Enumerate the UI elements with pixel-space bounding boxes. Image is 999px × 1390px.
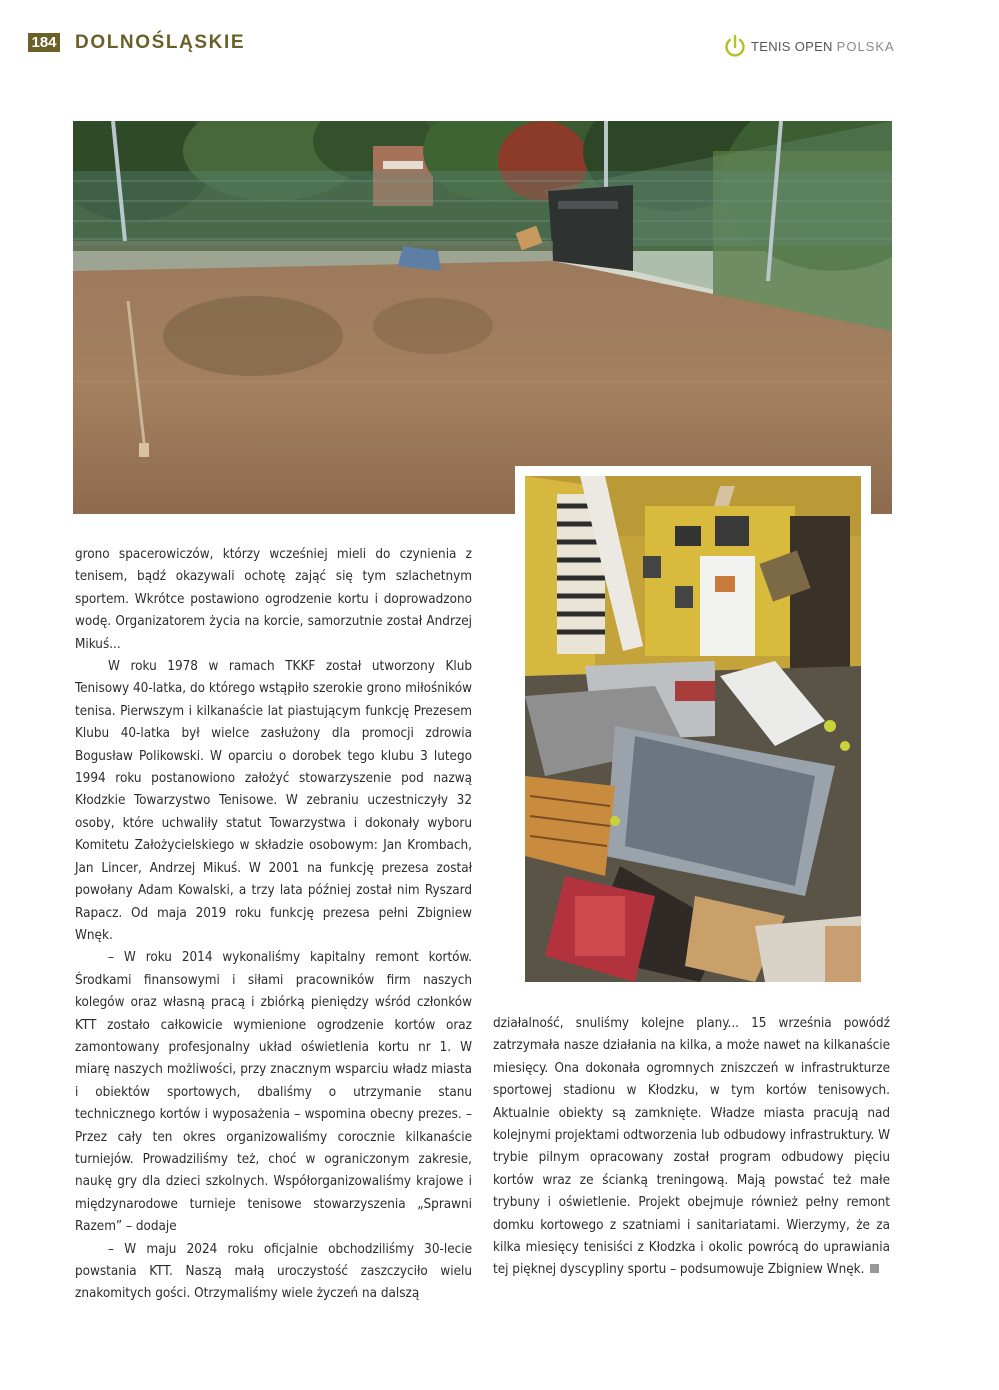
brand-name: TENIS OPEN xyxy=(751,38,833,54)
flooded-court-photo xyxy=(73,121,892,514)
article-column-right xyxy=(493,1013,890,1282)
paragraph: grono spacerowiczów, którzy wcześniej mieli do czynienia z tenisem, bądź okazywali ochotę zająć się tym szlachetnym sportem. Wkrótce postawiono ogrodzenie kortu i doprowadzono wodę. Organizatorem życia na korcie, samorzutnie został Andrzej Mikuś... xyxy=(75,547,472,652)
page-number: 184 xyxy=(28,33,60,52)
paragraph-last xyxy=(493,1013,890,1282)
power-leaf-icon xyxy=(724,34,746,58)
section-title: DOLNOŚLĄSKIE xyxy=(75,32,246,53)
paragraph: W roku 1978 w ramach TKKF został utworzony Klub Tenisowy 40-latka, do którego wstąpiło szerokie grono miłośników tenisa. Pierwszym i kilkanaście lat piastującym funkcję Prezesem Klubu 40-latka był wielce zasłużony dla promocji zdrowia Bogusław Polikowski. W oparciu o dorobek tego klubu 3 lutego 1994 roku postanowiono założyć stowarzyszenie pod nazwą Kłodzkie Towarzystwo Tenisowe. W zebraniu uczestniczyły 32 osoby, które uchwaliły statut Towarzystwa i dokonały wyboru Komitetu Założycielskiego w składzie osobowym: Jan Krombach, Jan Lincer, Andrzej Mikuś. W 2001 na funkcję prezesa został powołany Adam Kowalski, a trzy lata później został nim Ryszard Rapacz. Od maja 2019 roku funkcję prezesa pełni Zbigniew Wnęk. xyxy=(75,659,472,943)
paragraph-text: działalność, snuliśmy kolejne plany... 15 września powódź zatrzymała nasze działania na kilka, a może nawet na kilkanaście miesięcy. Ona dokonała ogromnych zniszczeń w infrastrukturze sportowej stadionu w Kłodzku, w tym kortów tenisowych. Aktualnie obiekty są zamknięte. Władze miasta pracują nad kolejnymi projektami odtworzenia lub odbudowy infrastruktury. W trybie pilnym opracowany został program odbudowy pięciu kortów wraz ze ścianką treningową. Mają powstać też małe trybuny i oświetlenie. Projekt obejmuje również pełny remont domku kortowego z szatniami i sanitariatami. Wierzymy, że za kilka miesięcy tenisiści z Kłodzka i okolic powrócą do uprawiania tej pięknej dyscypliny sportu – podsumowuje Zbigniew Wnęk. xyxy=(493,1016,890,1278)
brand-logo xyxy=(724,34,895,58)
brand-country: POLSKA xyxy=(836,38,895,54)
damaged-clubhouse-photo xyxy=(525,476,861,982)
paragraph: – W roku 2014 wykonaliśmy kapitalny remont kortów. Środkami finansowymi i siłami pracowników firm naszych kolegów oraz własną pracą i zbiórką pieniędzy wśród członków KTT zostało całkowicie wymienione ogrodzenie kortów oraz zamontowany profesjonalny układ oświetlenia kortu nr 1. W miarę naszych możliwości, przy znacznym wsparciu władz miasta i obiektów sportowych, dbaliśmy o utrzymanie stanu technicznego kortów i wyposażenia – wspomina obecny prezes. – Przez cały ten okres organizowaliśmy corocznie kilkanaście turniejów. Prowadziliśmy też, choć w ograniczonym zakresie, naukę gry dla dzieci szkolnych. Współorganizowaliśmy krajowe i międzynarodowe turnieje tenisowe stowarzyszenia „Sprawni Razem” – dodaje xyxy=(75,950,472,1235)
end-of-article-square-icon xyxy=(870,1264,879,1273)
paragraph: – W maju 2024 roku oficjalnie obchodziliśmy 30-lecie powstania KTT. Naszą małą uroczystość zaszczyciło wielu znakomitych gości. Otrzymaliśmy wiele życzeń na dalszą xyxy=(75,1241,472,1302)
article-column-left xyxy=(75,544,472,1306)
